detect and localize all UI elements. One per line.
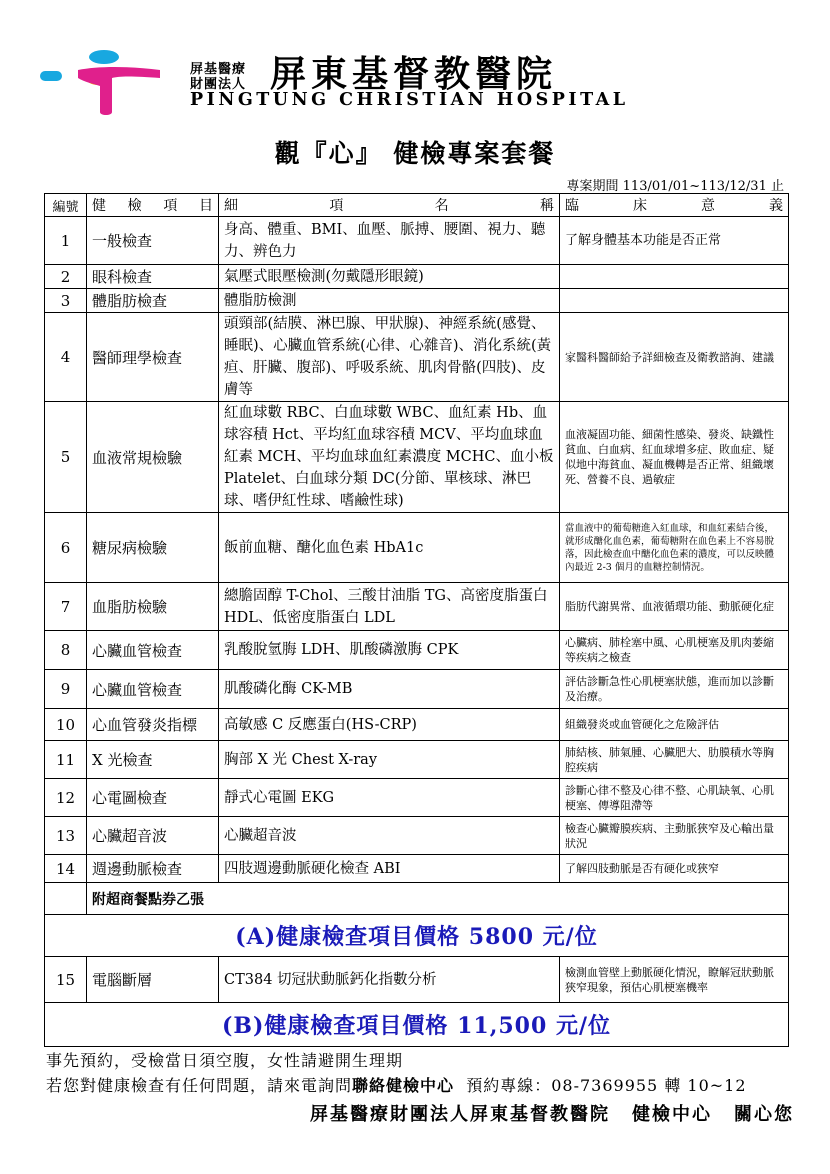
row-item: 血脂肪檢驗 (87, 583, 219, 631)
hospital-name-english: PINGTUNG CHRISTIAN HOSPITAL (190, 90, 629, 110)
row-detail: 高敏感 C 反應蛋白(HS-CRP) (219, 709, 560, 741)
table-header-row (45, 194, 789, 217)
fasting-note: 事先預約，受檢當日須空腹，女性請避開生理期 (46, 1051, 404, 1070)
org-type-label: 屏基醫療 財團法人 (190, 62, 247, 92)
row-item: 糖尿病檢驗 (87, 513, 219, 583)
header-item: 健 檢 項 目 (87, 194, 219, 217)
price-b-row (45, 1003, 789, 1047)
table-row (45, 513, 789, 583)
row-meaning: 心臟病、肺栓塞中風、心肌梗塞及肌肉萎縮等疾病之檢查 (560, 631, 789, 670)
table-row (45, 289, 789, 313)
row-item: 心臟血管檢查 (87, 631, 219, 670)
price-a-label: (A)健康檢查項目價格 5800 元/位 (45, 915, 789, 957)
row-meaning: 了解四肢動脈是否有硬化或狹窄 (560, 855, 789, 883)
header-meaning: 臨 床 意 義 (560, 194, 789, 217)
row-item: 體脂肪檢查 (87, 289, 219, 313)
contact-note: 若您對健康檢查有任何問題，請來電詢問聯絡健檢中心 預約專線：08-7369955 轉 10~12 (46, 1076, 747, 1095)
hospital-logo-icon (38, 48, 168, 116)
row-item: 一般檢查 (87, 217, 219, 265)
row-meaning: 血液凝固功能、細菌性感染、發炎、缺鐵性貧血、白血病、紅血球增多症、敗血症、疑似地中海貧血、凝血機轉是否正常、組織壞死、營養不良、過敏症 (560, 402, 789, 513)
row-no: 4 (45, 313, 87, 402)
row-no: 1 (45, 217, 87, 265)
row-meaning: 檢查心臟瓣膜疾病、主動脈狹窄及心輸出量狀況 (560, 817, 789, 855)
row-item: 心血管發炎指標 (87, 709, 219, 741)
row-no: 6 (45, 513, 87, 583)
table-row (45, 709, 789, 741)
row-item: 醫師理學檢查 (87, 313, 219, 402)
table-row (45, 670, 789, 709)
row-detail: 靜式心電圖 EKG (219, 779, 560, 817)
row-meaning: 了解身體基本功能是否正常 (560, 217, 789, 265)
row-detail: 胸部 X 光 Chest X-ray (219, 741, 560, 779)
row-meaning (560, 265, 789, 289)
row-item: 血液常規檢驗 (87, 402, 219, 513)
table-row (45, 265, 789, 289)
row-detail: CT384 切冠狀動脈鈣化指數分析 (219, 957, 560, 1003)
row-meaning: 家醫科醫師給予詳細檢查及衛教諮詢、建議 (560, 313, 789, 402)
table-row (45, 741, 789, 779)
page-title: 觀『心』 健檢專案套餐 (274, 139, 556, 168)
row-no: 7 (45, 583, 87, 631)
row-no: 3 (45, 289, 87, 313)
row-meaning: 組織發炎或血管硬化之危險評估 (560, 709, 789, 741)
header-detail: 細 項 名 稱 (219, 194, 560, 217)
row-meaning: 檢測血管壁上動脈硬化情況，瞭解冠狀動脈狹窄現象，預估心肌梗塞機率 (560, 957, 789, 1003)
row-detail: 身高、體重、BMI、血壓、脈搏、腰圍、視力、聽力、辨色力 (219, 217, 560, 265)
row-detail: 四肢週邊動脈硬化檢查 ABI (219, 855, 560, 883)
row-no: 13 (45, 817, 87, 855)
table-row (45, 631, 789, 670)
project-period: 專案期間 113/01/01~113/12/31 止 (566, 179, 784, 194)
row-meaning: 診斷心律不整及心律不整、心肌缺氧、心肌梗塞、傳導阻滯等 (560, 779, 789, 817)
row-detail: 氣壓式眼壓檢測(勿戴隱形眼鏡) (219, 265, 560, 289)
row-no: 2 (45, 265, 87, 289)
row-no: 5 (45, 402, 87, 513)
header-no: 編號 (45, 194, 87, 217)
row-no: 10 (45, 709, 87, 741)
table-row (45, 817, 789, 855)
row-item: 眼科檢查 (87, 265, 219, 289)
checkup-items-table (44, 193, 789, 1047)
row-no: 9 (45, 670, 87, 709)
table-row (45, 855, 789, 883)
voucher-note: 附超商餐點券乙張 (87, 883, 789, 915)
booking-phone: 預約專線：08-7369955 轉 10~12 (466, 1076, 747, 1095)
row-item: 週邊動脈檢查 (87, 855, 219, 883)
voucher-row (45, 883, 789, 915)
row-detail: 體脂肪檢測 (219, 289, 560, 313)
hospital-header (38, 48, 798, 120)
row-detail: 心臟超音波 (219, 817, 560, 855)
row-meaning: 當血液中的葡萄糖進入紅血球，和血紅素結合後，就形成醣化血色素，葡萄糖附在血色素上不容易脫落，因此檢查血中醣化血色素的濃度，可以反映體內最近 2-3 個月的血糖控制情況。 (560, 513, 789, 583)
footer-signature: 屏基醫療財團法人屏東基督教醫院 健檢中心 關心您 (310, 1104, 794, 1125)
row-item: 電腦斷層 (87, 957, 219, 1003)
row-detail: 頭頸部(結膜、淋巴腺、甲狀腺)、神經系統(感覺、睡眠)、心臟血管系統(心律、心雜音)、消化系統(黃疸、肝臟、腹部)、呼吸系統、肌肉骨骼(四肢)、皮膚等 (219, 313, 560, 402)
table-row (45, 957, 789, 1003)
row-detail: 飯前血糖、醣化血色素 HbA1c (219, 513, 560, 583)
row-item: 心臟血管檢查 (87, 670, 219, 709)
row-meaning: 肺結核、肺氣腫、心臟肥大、肋膜積水等胸腔疾病 (560, 741, 789, 779)
price-a-row (45, 915, 789, 957)
table-row (45, 217, 789, 265)
row-detail: 總膽固醇 T-Chol、三酸甘油脂 TG、高密度脂蛋白 HDL、低密度脂蛋白 LDL (219, 583, 560, 631)
contact-center: 聯絡健檢中心 (352, 1076, 455, 1095)
table-row (45, 583, 789, 631)
hospital-name: 屏東基督教醫院 (270, 53, 558, 95)
row-no: 14 (45, 855, 87, 883)
row-item: 心臟超音波 (87, 817, 219, 855)
row-item: 心電圖檢查 (87, 779, 219, 817)
row-meaning: 評估診斷急性心肌梗塞狀態，進而加以診斷及治療。 (560, 670, 789, 709)
table-row (45, 313, 789, 402)
table-row (45, 402, 789, 513)
table-row (45, 779, 789, 817)
row-no: 8 (45, 631, 87, 670)
row-detail: 肌酸磷化酶 CK-MB (219, 670, 560, 709)
price-b-label: (B)健康檢查項目價格 11,500 元/位 (45, 1003, 789, 1047)
row-no: 15 (45, 957, 87, 1003)
row-meaning: 脂肪代謝異常、血液循環功能、動脈硬化症 (560, 583, 789, 631)
row-detail: 乳酸脫氫脢 LDH、肌酸磷激脢 CPK (219, 631, 560, 670)
row-no: 12 (45, 779, 87, 817)
row-no: 11 (45, 741, 87, 779)
row-meaning (560, 289, 789, 313)
row-detail: 紅血球數 RBC、白血球數 WBC、血紅素 Hb、血球容積 Hct、平均紅血球容積 MCV、平均血球血紅素 MCH、平均血球血紅素濃度 MCHC、血小板 Platelet、白血球分類 DC(分節、單核球、淋巴球、嗜伊紅性球、嗜鹼性球) (219, 402, 560, 513)
row-item: X 光檢查 (87, 741, 219, 779)
